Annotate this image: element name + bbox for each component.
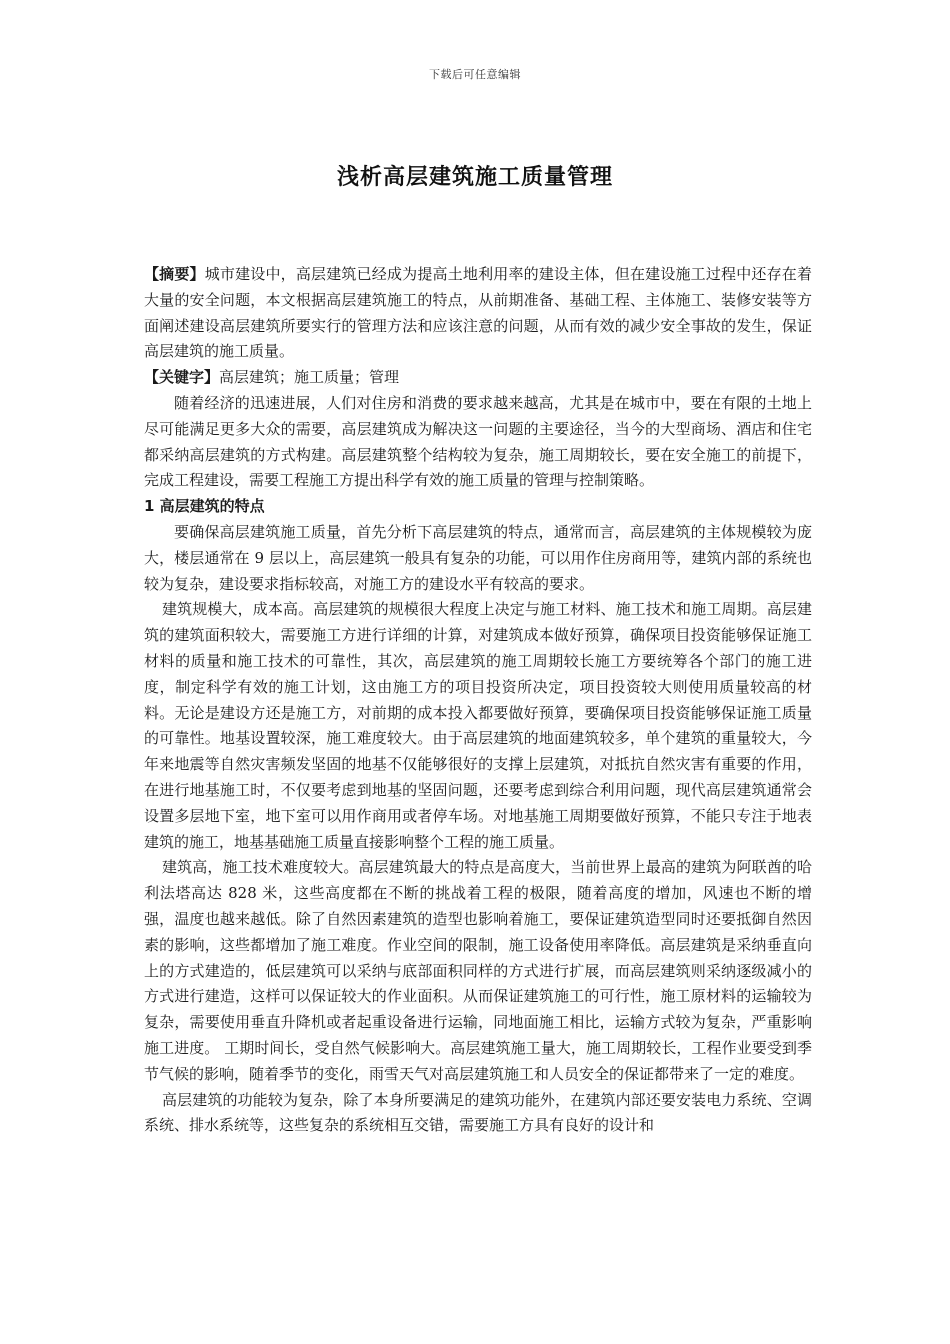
document-body bbox=[144, 262, 812, 1139]
abstract-text: 城市建设中，高层建筑已经成为提高土地利用率的建设主体，但在建设施工过程中还存在着大量的安全问题，本文根据高层建筑施工的特点，从前期准备、基础工程、主体施工、装修安装等方面阐述建设高层建筑所要实行的管理方法和应该注意的问题，从而有效的减少安全事故的发生，保证高层建筑的施工质量。 bbox=[144, 265, 812, 361]
keywords-text: 高层建筑；施工质量；管理 bbox=[219, 368, 400, 387]
page-header-note: 下载后可任意编辑 bbox=[429, 68, 521, 81]
keywords-label: 【关键字】 bbox=[144, 368, 220, 387]
page-title: 浅析高层建筑施工质量管理 bbox=[336, 164, 613, 190]
intro-paragraph: 随着经济的迅速进展，人们对住房和消费的要求越来越高，尤其是在城市中，要在有限的土地上尽可能满足更多大众的需要，高层建筑成为解决这一问题的主要途径，当今的大型商场、酒店和住宅都采纳高层建筑的方式构建。高层建筑整个结构较为复杂，施工周期较长，要在安全施工的前提下，完成工程建设，需要工程施工方提出科学有效的施工质量的管理与控制策略。 bbox=[144, 393, 812, 490]
section-heading: 1 高层建筑的特点 bbox=[144, 497, 265, 516]
keywords-paragraph bbox=[144, 365, 812, 391]
body-paragraph: 高层建筑的功能较为复杂，除了本身所要满足的建筑功能外，在建筑内部还要安装电力系统、空调系统、排水系统等，这些复杂的系统相互交错，需要施工方具有良好的设计和 bbox=[144, 1090, 812, 1135]
body-paragraph: 要确保高层建筑施工质量，首先分析下高层建筑的特点，通常而言，高层建筑的主体规模较为庞大，楼层通常在 9 层以上，高层建筑一般具有复杂的功能，可以用作住房商用等，建筑内部的系统也较为复杂，建设要求指标较高，对施工方的建设水平有较高的要求。 bbox=[144, 522, 812, 593]
abstract-paragraph bbox=[144, 262, 812, 365]
body-paragraph: 建筑规模大，成本高。高层建筑的规模很大程度上决定与施工材料、施工技术和施工周期。高层建筑的建筑面积较大，需要施工方进行详细的计算，对建筑成本做好预算，确保项目投资能够保证施工材料的质量和施工技术的可靠性，其次，高层建筑的施工周期较长施工方要统筹各个部门的施工进度，制定科学有效的施工计划，这由施工方的项目投资所决定，项目投资较大则使用质量较高的材料。无论是建设方还是施工方，对前期的成本投入都要做好预算，要确保项目投资能够保证施工质量的可靠性。地基设置较深，施工难度较大。由于高层建筑的地面建筑较多，单个建筑的重量较大，今年来地震等自然灾害频发坚固的地基不仅能够很好的支撑上层建筑，对抵抗自然灾害有重要的作用，在进行地基施工时，不仅要考虑到地基的坚固问题，还要考虑到综合利用问题，现代高层建筑通常会设置多层地下室，地下室可以用作商用或者停车场。对地基施工周期要做好预算，不能只专注于地表建筑的施工，地基基础施工质量直接影响整个工程的施工质量。 bbox=[144, 600, 812, 851]
body-paragraph: 建筑高，施工技术难度较大。高层建筑最大的特点是高度大，当前世界上最高的建筑为阿联酋的哈利法塔高达 828 米，这些高度都在不断的挑战着工程的极限，随着高度的增加，风速也不断的增强，温度也越来越低。除了自然因素建筑的造型也影响着施工，要保证建筑造型同时还要抵御自然因素的影响，这些都增加了施工难度。作业空间的限制，施工设备使用率降低。高层建筑是采纳垂直向上的方式建造的，低层建筑可以采纳与底部面积同样的方式进行扩展，而高层建筑则采纳逐级减小的方式进行建造，这样可以保证较大的作业面积。从而保证建筑施工的可行性，施工原材料的运输较为复杂，需要使用垂直升降机或者起重设备进行运输，同地面施工相比，运输方式较为复杂，严重影响施工进度。 工期时间长，受自然气候影响大。高层建筑施工量大，施工周期较长，工程作业要受到季节气候的影响，随着季节的变化，雨雪天气对高层建筑施工和人员安全的保证都带来了一定的难度。 bbox=[144, 858, 812, 1083]
abstract-label: 【摘要】 bbox=[144, 265, 205, 283]
